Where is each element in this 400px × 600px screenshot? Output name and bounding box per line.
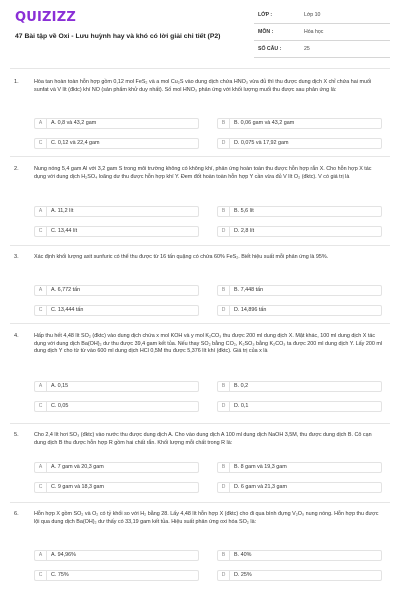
option-text: B. 5,6 lít (234, 208, 254, 214)
question-divider (10, 423, 390, 424)
page-header (0, 0, 400, 66)
option-text: D. 0,075 và 17,92 gam (234, 140, 289, 146)
meta-value: Lớp 10 (304, 12, 321, 18)
option-text: C. 13,44 lít (51, 228, 78, 234)
option-b[interactable] (217, 206, 382, 217)
option-c[interactable] (34, 305, 199, 316)
question-text: Cho 2,4 lít hơi SO₃ (đktc) vào nước thu được dung dịch A. Cho vào dung dịch A 100 ml dung dịch NaOH 3,5M, thu được dung dịch B. Cô cạn dung dịch B thu được hỗn hợp R gồm hai chất rắn. Khối lượng mỗi chất trong R là: (34, 432, 372, 446)
meta-key: MÔN : (258, 29, 274, 35)
meta-row-subject (254, 25, 390, 41)
option-letter: D (218, 483, 230, 492)
option-text: A. 0,8 và 43,2 gam (51, 120, 97, 126)
option-d[interactable] (217, 305, 382, 316)
question-divider (10, 323, 390, 324)
option-letter: B (218, 207, 230, 216)
option-c[interactable] (34, 401, 199, 412)
option-b[interactable] (217, 285, 382, 296)
option-text: D. 0,1 (234, 403, 249, 409)
option-b[interactable] (217, 462, 382, 473)
option-letter: B (218, 463, 230, 472)
option-letter: B (218, 119, 230, 128)
option-text: A. 6,772 tấn (51, 287, 81, 293)
option-text: B. 0,06 gam và 43,2 gam (234, 120, 295, 126)
option-c[interactable] (34, 138, 199, 149)
question-number: 1. (14, 79, 19, 85)
question-number: 3. (14, 254, 19, 260)
option-letter: B (218, 382, 230, 391)
option-d[interactable] (217, 482, 382, 493)
option-letter: D (218, 139, 230, 148)
option-letter: C (35, 402, 47, 411)
option-letter: B (218, 286, 230, 295)
option-letter: A (35, 382, 47, 391)
option-letter: D (218, 306, 230, 315)
question-number: 4. (14, 333, 19, 339)
question-text: Hỗn hợp X gồm SO₂ và O₂ có tỷ khối so với H₂ bằng 28. Lấy 4,48 lít hỗn hợp X (đktc) cho đi qua bình đựng V₂O₅ nung nóng. Hỗn hợp thu được lội qua dung dịch Ba(OH)₂ dư thấy có 33,19 gam kết tủa. Hiệu suất phản ứng oxi hóa SO₂ là: (34, 511, 379, 525)
option-letter: A (35, 286, 47, 295)
option-b[interactable] (217, 550, 382, 561)
option-a[interactable] (34, 285, 199, 296)
option-text: D. 25% (234, 572, 252, 578)
question-text: Nung nóng 5,4 gam Al với 3,2 gam S trong môi trường không có không khí, phản ứng hoàn toàn thu được hỗn hợp rắn X. Cho hỗn hợp X tác dụng với dung dịch H₂SO₄ loãng dư thu được hỗn hợp khí Y. Đem đốt hoàn toàn hỗn hợp Y cần vừa đủ V lít O₂ (đktc). V có giá trị là (34, 166, 372, 180)
meta-key: SỐ CÂU : (258, 46, 282, 52)
option-letter: C (35, 306, 47, 315)
question-number: 2. (14, 166, 19, 172)
option-letter: B (218, 551, 230, 560)
option-text: C. 75% (51, 572, 69, 578)
option-text: A. 11,2 lít (51, 208, 74, 214)
option-text: C. 9 gam và 18,3 gam (51, 484, 105, 490)
option-d[interactable] (217, 226, 382, 237)
option-letter: A (35, 463, 47, 472)
question-divider (10, 156, 390, 157)
option-text: B. 8 gam và 19,3 gam (234, 464, 287, 470)
option-text: B. 7,448 tấn (234, 287, 264, 293)
option-d[interactable] (217, 138, 382, 149)
option-text: C. 13,444 tấn (51, 307, 84, 313)
meta-value: 25 (304, 46, 310, 52)
meta-value: Hóa học (304, 29, 324, 35)
option-text: D. 14,896 tấn (234, 307, 267, 313)
option-d[interactable] (217, 401, 382, 412)
question-text: Xác định khối lượng axit sunfuric có thể thu được từ 16 tấn quặng có chứa 60% FeS₂. Biết hiệu suất mỗi phản ứng là 95%. (34, 254, 329, 260)
option-text: B. 0,2 (234, 383, 249, 389)
option-letter: D (218, 402, 230, 411)
option-text: A. 94,96% (51, 552, 76, 558)
meta-row-count (254, 42, 390, 58)
option-text: A. 0,15 (51, 383, 69, 389)
question-text: Hấp thu hết 4,48 lít SO₂ (đktc) vào dung dịch chứa x mol KOH và y mol K₂CO₃ thu được 200 ml dung dịch X. Mặt khác, 100 ml dung dịch X tác dụng với dung dịch Ba(OH)₂ dư thu được 39,4 gam kết tủa. Nếu thay SO₂ bằng CO₂, K₂SO₃ bằng K₂CO₃ ta được 200 ml dung dịch Y. Lấy 200 ml dung dịch Y cho từ từ vào 600 ml dung dịch HCl 0,5M thu được 5,376 lít khí (đktc). Giá trị của x là (34, 333, 383, 355)
quizizz-logo: QUIZIZZ (15, 10, 76, 25)
option-d[interactable] (217, 570, 382, 581)
option-a[interactable] (34, 381, 199, 392)
option-c[interactable] (34, 482, 199, 493)
option-letter: C (35, 483, 47, 492)
option-text: B. 40% (234, 552, 252, 558)
question-divider (10, 245, 390, 246)
option-letter: D (218, 227, 230, 236)
option-text: C. 0,05 (51, 403, 69, 409)
option-letter: C (35, 571, 47, 580)
option-a[interactable] (34, 550, 199, 561)
option-a[interactable] (34, 462, 199, 473)
option-text: D. 6 gam và 21,3 gam (234, 484, 288, 490)
question-text: Hòa tan hoàn toàn hỗn hợp gồm 0,12 mol FeS₂ và a mol Cu₂S vào dung dịch chứa HNO₃ vừa đủ thì thu được dung dịch X chỉ chứa hai muối sunfat và V lít (đktc) khí NO (sản phẩm khử duy nhất). Số mol HNO₃ phản ứng với khối lượng muối thu được sau phản ứng là: (34, 79, 372, 93)
question-number: 5. (14, 432, 19, 438)
question-number: 6. (14, 511, 19, 517)
meta-key: LỚP : (258, 12, 273, 18)
question-divider (10, 502, 390, 503)
option-b[interactable] (217, 118, 382, 129)
option-text: A. 7 gam và 20,3 gam (51, 464, 104, 470)
option-text: D. 2,8 lít (234, 228, 255, 234)
option-letter: A (35, 551, 47, 560)
header-divider (10, 68, 390, 69)
option-letter: A (35, 207, 47, 216)
option-c[interactable] (34, 226, 199, 237)
option-text: C. 0,12 và 22,4 gam (51, 140, 100, 146)
option-letter: C (35, 227, 47, 236)
option-letter: C (35, 139, 47, 148)
option-letter: A (35, 119, 47, 128)
option-c[interactable] (34, 570, 199, 581)
option-letter: D (218, 571, 230, 580)
quiz-title: 47 Bài tập về Oxi - Lưu huỳnh hay và khó có lời giải chi tiết (P2) (15, 33, 221, 40)
option-a[interactable] (34, 118, 199, 129)
meta-row-grade (254, 8, 390, 24)
option-b[interactable] (217, 381, 382, 392)
option-a[interactable] (34, 206, 199, 217)
